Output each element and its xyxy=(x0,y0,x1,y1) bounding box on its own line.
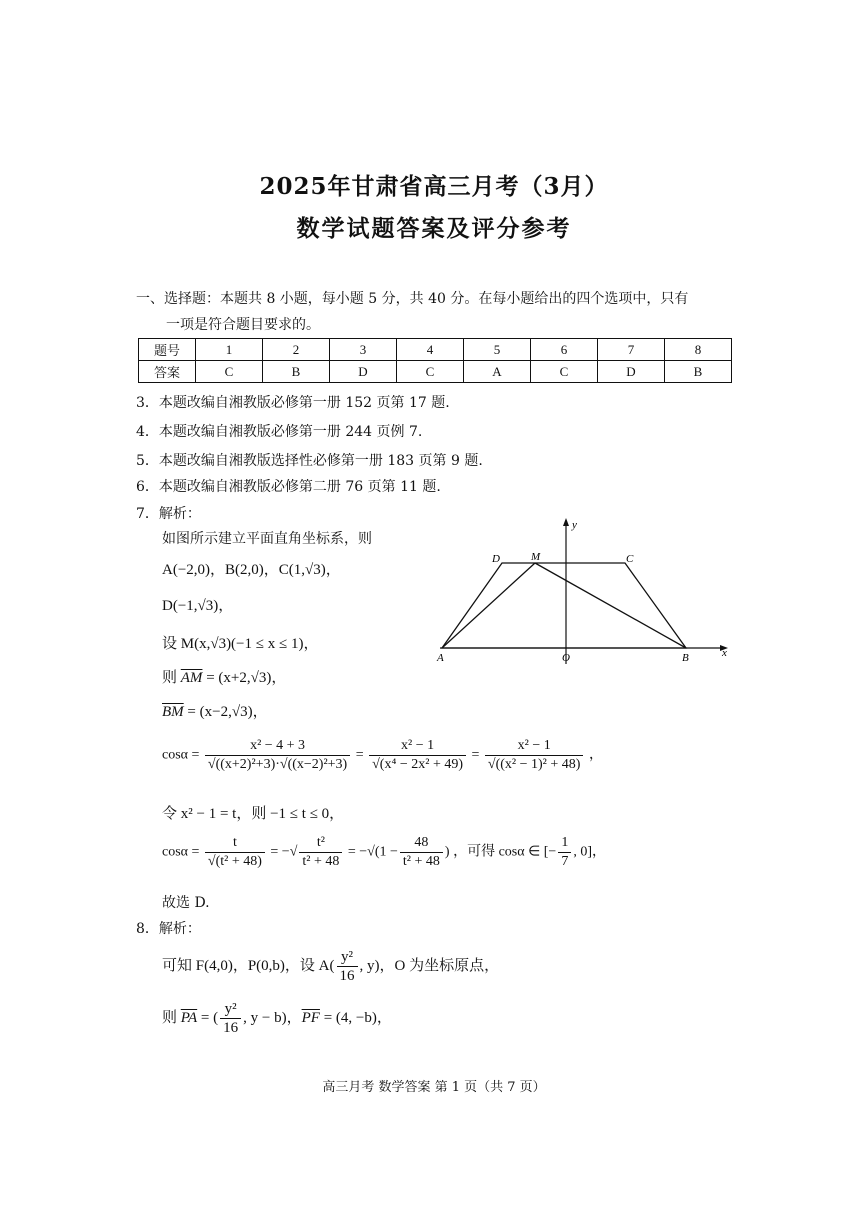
table-cell: 8 xyxy=(665,339,732,361)
numerator: 1 xyxy=(558,834,571,853)
denominator: √(t² + 48) xyxy=(207,854,262,869)
q7-line-6 xyxy=(162,700,268,721)
numerator: x² − 1 xyxy=(485,737,584,756)
q7-line-2: A(−2,0)，B(2,0)，C(1,√3)， xyxy=(162,562,341,578)
table-cell: C xyxy=(196,361,263,383)
table-cell: 5 xyxy=(464,339,531,361)
q8-heading: 8．解析： xyxy=(136,921,201,937)
fraction xyxy=(485,737,584,774)
numerator: t xyxy=(205,834,265,853)
text: , y)，O 为坐标原点， xyxy=(359,957,500,974)
page-footer: 高三月考 数学答案 第 1 页（共 7 页） xyxy=(322,1080,546,1095)
table-cell: 7 xyxy=(598,339,665,361)
numerator: y² xyxy=(220,1000,241,1019)
segment-bm xyxy=(535,563,686,648)
q7-conclusion: 故选 D. xyxy=(162,895,210,911)
q7-line-4: 设 M(x,√3)(−1 ≤ x ≤ 1)， xyxy=(162,636,319,652)
table-cell: C xyxy=(531,361,598,383)
text: ，可得 cosα ∈ [− xyxy=(453,844,557,860)
trapezoid-abcd xyxy=(442,563,686,648)
denominator: √((x² − 1)² + 48) xyxy=(487,757,581,772)
title-line-2: 数学试题答案及评分参考 xyxy=(296,215,572,242)
fraction xyxy=(299,834,342,871)
q8-line-1 xyxy=(162,948,499,985)
label-b: B xyxy=(682,652,689,664)
q7-cos-result xyxy=(162,834,606,871)
fraction xyxy=(558,834,571,871)
note-q3: 3．本题改编自湘教版必修第一册 152 页第 17 题. xyxy=(136,395,450,411)
text: , 0]， xyxy=(573,844,606,860)
table-cell: D xyxy=(330,361,397,383)
answer-table xyxy=(138,338,732,383)
text: cosα = xyxy=(162,844,200,860)
numerator: t² xyxy=(299,834,342,853)
label-x: x xyxy=(722,647,727,659)
note-q4: 4．本题改编自湘教版必修第一册 244 页例 7. xyxy=(136,424,423,440)
denominator: t² + 48 xyxy=(402,854,440,869)
vector-am: $\overline{AM}$ xyxy=(180,670,203,686)
fraction xyxy=(400,834,443,871)
q7-line-1: 如图所示建立平面直角坐标系，则 xyxy=(162,531,372,547)
table-cell: 4 xyxy=(397,339,464,361)
text: = −√ xyxy=(270,844,298,860)
q7-line-5 xyxy=(162,666,286,687)
note-q5: 5．本题改编自湘教版选择性必修第一册 183 页第 9 题. xyxy=(136,453,483,469)
text: ， xyxy=(588,747,603,763)
numerator: 48 xyxy=(400,834,443,853)
label-c: C xyxy=(626,553,634,565)
denominator: √(x⁴ − 2x² + 49) xyxy=(372,757,464,772)
coordinate-diagram xyxy=(430,516,730,666)
denominator: 16 xyxy=(223,1020,239,1036)
table-cell: 1 xyxy=(196,339,263,361)
denominator: 7 xyxy=(561,854,569,869)
text: 则 xyxy=(162,670,181,686)
table-cell: 3 xyxy=(330,339,397,361)
fraction xyxy=(369,737,466,774)
text: 可知 F(4,0)，P(0,b)，设 A( xyxy=(162,957,335,974)
text: ) xyxy=(444,844,450,860)
label-o: O xyxy=(562,652,570,664)
q7-heading: 7．解析： xyxy=(136,506,201,522)
title-line-1: 2025年甘肃省高三月考（3月） xyxy=(259,173,609,200)
label-y: y xyxy=(572,519,577,531)
q7-line-8: 令 x² − 1 = t，则 −1 ≤ t ≤ 0， xyxy=(162,806,345,822)
numerator: y² xyxy=(337,948,358,967)
text: = (x+2,√3)， xyxy=(202,670,287,686)
table-cell: A xyxy=(464,361,531,383)
denominator: 16 xyxy=(339,968,355,984)
section-1-intro-cont: 一项是符合题目要求的。 xyxy=(166,317,320,333)
numerator: x² − 4 + 3 xyxy=(205,737,350,756)
y-axis-arrow-icon xyxy=(563,518,569,526)
table-cell: 6 xyxy=(531,339,598,361)
note-q6: 6．本题改编自湘教版必修第二册 76 页第 11 题. xyxy=(136,479,441,495)
vector-pf: $\overline{PF}$ xyxy=(301,1009,320,1026)
section-1-intro: 一、选择题：本题共 8 小题，每小题 5 分，共 40 分。在每小题给出的四个选项中，只有 xyxy=(136,291,689,307)
fraction xyxy=(205,737,350,774)
q7-line-3: D(−1,√3)， xyxy=(162,598,234,614)
table-cell: 2 xyxy=(263,339,330,361)
table-row-numbers xyxy=(139,339,732,361)
denominator: √((x+2)²+3)·√((x−2)²+3) xyxy=(207,757,348,772)
numerator: x² − 1 xyxy=(369,737,466,756)
table-cell-label: 题号 xyxy=(139,339,196,361)
table-row-answers xyxy=(139,361,732,383)
text: = ( xyxy=(197,1009,219,1026)
label-d: D xyxy=(492,553,500,565)
vector-bm: $\overline{BM}$ xyxy=(162,704,184,720)
fraction xyxy=(220,1000,241,1037)
table-cell: C xyxy=(397,361,464,383)
fraction xyxy=(337,948,358,985)
segment-am xyxy=(442,563,535,648)
fraction xyxy=(205,834,265,871)
q7-cos-formula xyxy=(162,737,603,774)
text: = (x−2,√3)， xyxy=(183,704,268,720)
text: cosα = xyxy=(162,747,200,763)
denominator: t² + 48 xyxy=(302,854,340,869)
text: = −√(1 − xyxy=(347,844,398,860)
text: = xyxy=(355,747,364,763)
label-m: M xyxy=(531,551,541,563)
table-cell: B xyxy=(665,361,732,383)
vector-pa: $\overline{PA}$ xyxy=(180,1009,198,1026)
table-cell: D xyxy=(598,361,665,383)
text: 则 xyxy=(162,1009,181,1026)
table-cell-label: 答案 xyxy=(139,361,196,383)
label-a: A xyxy=(437,652,444,664)
q8-line-2 xyxy=(162,1000,392,1037)
table-cell: B xyxy=(263,361,330,383)
text: , y − b)， xyxy=(243,1009,302,1026)
text: = xyxy=(471,747,480,763)
text: = (4, −b)， xyxy=(319,1009,392,1026)
